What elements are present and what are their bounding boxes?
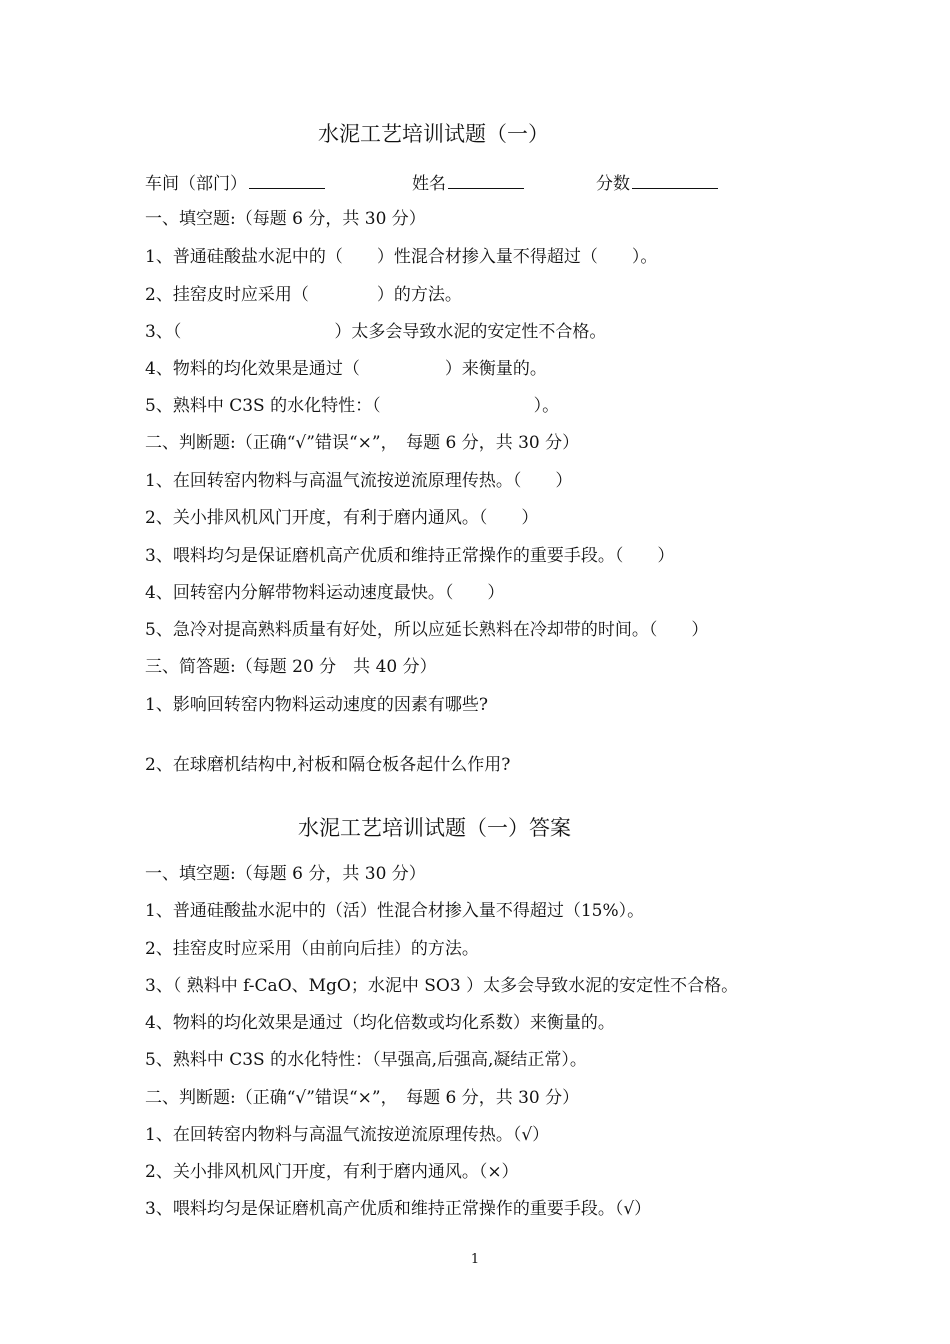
answer: 1、在回转窑内物料与高温气流按逆流原理传热。（√） [145, 1125, 550, 1145]
question: 5、急冷对提高熟料质量有好处，所以应延长熟料在冷却带的时间。（ ） [145, 620, 709, 640]
answer: 3、喂料均匀是保证磨机高产优质和维持正常操作的重要手段。（√） [145, 1199, 652, 1219]
score-field [596, 171, 718, 195]
answer: 3、（ 熟料中 f-CaO、MgO；水泥中 SO3 ）太多会导致水泥的安定性不合格。 [145, 976, 739, 996]
answers-title: 水泥工艺培训试题（一）答案 [298, 816, 571, 840]
question: 1、普通硅酸盐水泥中的（ ）性混合材掺入量不得超过（ ）。 [145, 247, 658, 267]
question: 3、喂料均匀是保证磨机高产优质和维持正常操作的重要手段。（ ） [145, 546, 675, 566]
answer: 1、普通硅酸盐水泥中的（活）性混合材掺入量不得超过（15%）。 [145, 901, 645, 921]
name-label: 姓名 [412, 174, 446, 194]
answer: 2、关小排风机风门开度，有利于磨内通风。（×） [145, 1162, 519, 1182]
section-heading: 一、填空题:（每题 6 分，共 30 分） [145, 864, 426, 884]
section-heading: 二、判断题:（正确“√”错误“×”， 每题 6 分，共 30 分） [145, 433, 580, 453]
question: 2、关小排风机风门开度，有利于磨内通风。（ ） [145, 508, 539, 528]
question: 5、熟料中 C3S 的水化特性：（ ）。 [145, 396, 560, 416]
question: 2、在球磨机结构中,衬板和隔仓板各起什么作用? [145, 755, 511, 775]
question: 4、物料的均化效果是通过（ ）来衡量的。 [145, 359, 547, 379]
question: 1、在回转窑内物料与高温气流按逆流原理传热。（ ） [145, 471, 573, 491]
question: 1、影响回转窑内物料运动速度的因素有哪些? [145, 695, 488, 715]
score-label: 分数 [596, 174, 630, 194]
question: 2、挂窑皮时应采用（ ）的方法。 [145, 285, 462, 305]
page-number: 1 [470, 1252, 480, 1267]
score-blank[interactable] [632, 171, 718, 189]
workshop-field [145, 171, 325, 195]
answer: 5、熟料中 C3S 的水化特性：（早强高,后强高,凝结正常）。 [145, 1050, 587, 1070]
answer: 4、物料的均化效果是通过（均化倍数或均化系数）来衡量的。 [145, 1013, 615, 1033]
section-heading: 二、判断题:（正确“√”错误“×”， 每题 6 分，共 30 分） [145, 1088, 580, 1108]
question: 4、回转窑内分解带物料运动速度最快。（ ） [145, 583, 505, 603]
name-field [412, 171, 524, 195]
workshop-blank[interactable] [249, 171, 325, 189]
section-heading: 三、简答题:（每题 20 分 共 40 分） [145, 657, 437, 677]
exam-title: 水泥工艺培训试题（一） [318, 122, 549, 146]
workshop-label: 车间（部门） [145, 174, 247, 194]
section-heading: 一、填空题:（每题 6 分，共 30 分） [145, 209, 426, 229]
question: 3、（ ）太多会导致水泥的安定性不合格。 [145, 322, 607, 342]
name-blank[interactable] [448, 171, 524, 189]
answer: 2、挂窑皮时应采用（由前向后挂）的方法。 [145, 939, 479, 959]
